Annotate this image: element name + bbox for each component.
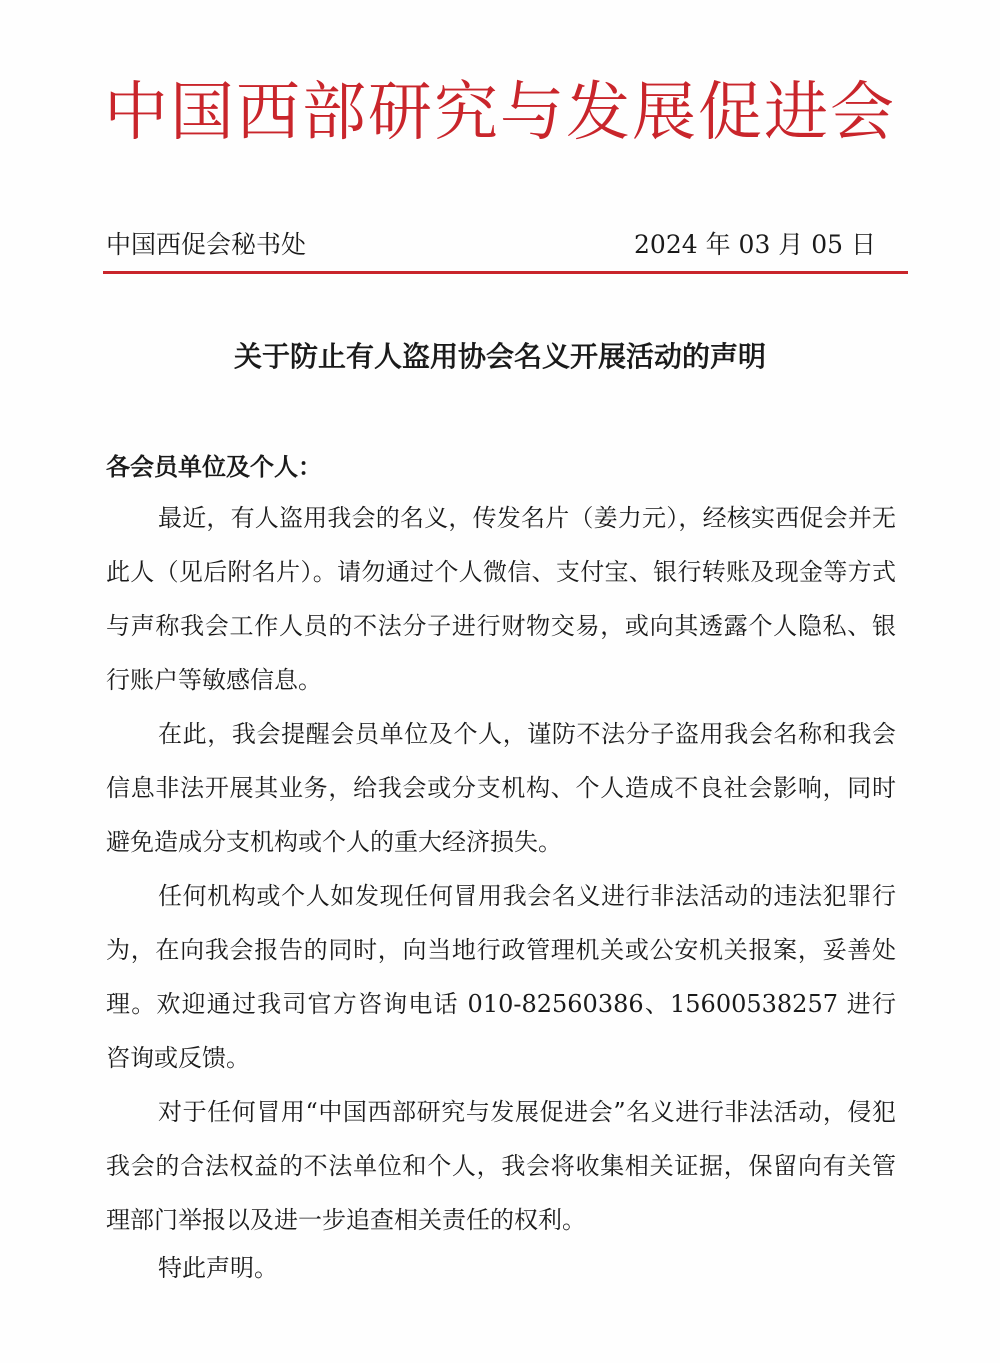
salutation: 各会员单位及个人：: [106, 453, 322, 481]
document-body: [106, 491, 896, 1247]
document-title: 关于防止有人盗用协会名义开展活动的声明: [233, 340, 766, 373]
closing-statement: 特此声明。: [158, 1254, 278, 1282]
meta-row: [106, 225, 876, 261]
issue-date: 2024 年 03 月 05 日: [634, 230, 876, 259]
issuer-name: 中国西促会秘书处: [106, 230, 307, 259]
letterhead-divider: [103, 271, 908, 274]
body-paragraph: 在此，我会提醒会员单位及个人，谨防不法分子盗用我会名称和我会信息非法开展其业务，给我会或分支机构、个人造成不良社会影响，同时避免造成分支机构或个人的重大经济损失。: [106, 720, 896, 856]
body-paragraph: 对于任何冒用“中国西部研究与发展促进会”名义进行非法活动，侵犯我会的合法权益的不法单位和个人，我会将收集相关证据，保留向有关管理部门举报以及进一步追查相关责任的权利。: [106, 1098, 896, 1234]
body-paragraph: 最近，有人盗用我会的名义，传发名片（姜力元），经核实西促会并无此人（见后附名片）。请勿通过个人微信、支付宝、银行转账及现金等方式与声称我会工作人员的不法分子进行财物交易，或向其透露个人隐私、银行账户等敏感信息。: [106, 504, 896, 694]
body-paragraph: 任何机构或个人如发现任何冒用我会名义进行非法活动的违法犯罪行为，在向我会报告的同时，向当地行政管理机关或公安机关报案，妥善处理。欢迎通过我司官方咨询电话 010-82560386、15600538257 进行咨询或反馈。: [106, 882, 896, 1072]
organization-letterhead: 中国西部研究与发展促进会: [104, 76, 896, 150]
